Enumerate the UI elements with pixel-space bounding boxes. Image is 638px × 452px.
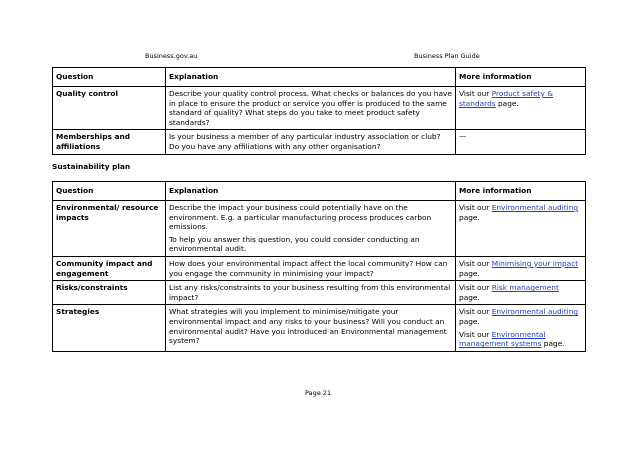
table-sustainability [52, 181, 586, 352]
info-prefix: Visit our [459, 307, 492, 317]
row-question: Strategies [53, 305, 166, 351]
column-header-question: Question [53, 68, 166, 87]
row-question: Environmental/ resource impacts [53, 201, 166, 257]
row-explanation: Is your business a member of any particular industry association or club? Do you have any affiliations with any other organisation? [166, 130, 456, 154]
row-more-info [456, 201, 586, 257]
row-question: Memberships and affiliations [53, 130, 166, 154]
section-title: Sustainability plan [52, 162, 131, 171]
table-row [53, 305, 586, 351]
minimising-impact-link[interactable]: Minimising your impact [491, 258, 579, 268]
row-explanation: How does your environmental impact affect the local community? How can you engage the community in minimising your impact? [166, 256, 456, 280]
row-more-info [456, 281, 586, 305]
table-row [53, 130, 586, 154]
info-prefix: Visit our [459, 89, 492, 98]
row-question: Community impact and engagement [53, 256, 166, 280]
risk-management-link[interactable]: Risk management [491, 283, 559, 293]
info-suffix: page. [459, 316, 480, 326]
environmental-auditing-link[interactable]: Environmental auditing [491, 307, 579, 317]
row-more-info [456, 256, 586, 280]
column-header-more-info: More information [456, 182, 586, 201]
info-prefix: Visit our [459, 258, 492, 268]
info-prefix: Visit our [459, 283, 492, 293]
table-general [52, 67, 586, 155]
table-header-row [53, 68, 586, 87]
column-header-explanation: Explanation [166, 182, 456, 201]
info-suffix: page. [541, 339, 565, 349]
column-header-question: Question [53, 182, 166, 201]
row-explanation: What strategies will you implement to minimise/mitigate your environmental impact and any risks to your business? Will you conduct an environmental audit? Have you introduced an Environmental management system? [166, 305, 456, 351]
table-row [53, 256, 586, 280]
explanation-paragraph: Describe the impact your business could potentially have on the environment. E.g. a particular manufacturing process produces carbon emissions. [169, 203, 432, 232]
info-prefix: Visit our [459, 203, 492, 212]
column-header-more-info: More information [456, 68, 586, 87]
row-explanation: List any risks/constraints to your business resulting from this environmental impact? [166, 281, 456, 305]
row-more-info [456, 87, 586, 130]
row-more-info [456, 305, 586, 351]
info-suffix: page. [459, 212, 480, 222]
table-row [53, 87, 586, 130]
row-explanation: Describe your quality control process. What checks or balances do you have in place to ensure the product or service you offer is produced to the same standard of quality? What steps do you take to meet product safety standards? [166, 87, 456, 130]
header-doc-title: Business Plan Guide [414, 52, 480, 60]
header-site: Business.gov.au [145, 52, 198, 60]
table-header-row [53, 182, 586, 201]
info-suffix: page. [459, 268, 480, 278]
explanation-paragraph: To help you answer this question, you could consider conducting an environmental audit. [169, 234, 420, 254]
row-question: Quality control [53, 87, 166, 130]
row-question: Risks/constraints [53, 281, 166, 305]
table-row [53, 201, 586, 257]
product-safety-link[interactable]: Product safety & standards [459, 89, 554, 108]
environmental-auditing-link[interactable]: Environmental auditing [491, 203, 579, 212]
info-suffix: page. [495, 98, 519, 108]
table-row [53, 281, 586, 305]
environmental-management-systems-link[interactable]: Environmental management systems [459, 329, 546, 349]
row-more-info: — [456, 130, 586, 154]
info-suffix: page. [459, 292, 480, 302]
info-prefix: Visit our [459, 329, 492, 339]
column-header-explanation: Explanation [166, 68, 456, 87]
row-explanation [166, 201, 456, 257]
page-number: Page 21 [305, 389, 332, 397]
